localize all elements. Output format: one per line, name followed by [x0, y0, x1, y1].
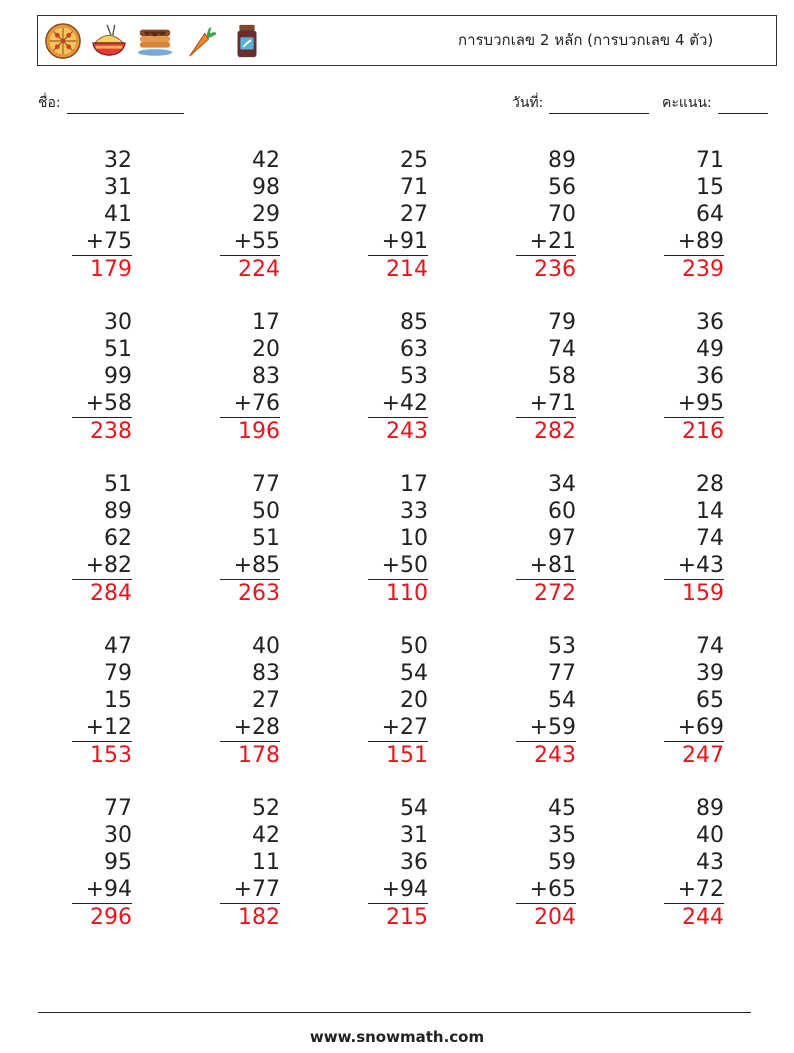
addend-with-plus: +65	[516, 876, 576, 904]
answer: 204	[534, 905, 576, 930]
addend: 51	[104, 337, 132, 362]
addend: 40	[252, 634, 280, 659]
addition-problem	[516, 147, 576, 284]
addition-problem	[72, 471, 132, 608]
addition-problem	[368, 471, 428, 608]
addend-with-plus: +58	[72, 390, 132, 418]
addend: 15	[104, 688, 132, 713]
addend: 54	[400, 661, 428, 686]
answer: 196	[238, 419, 280, 444]
addend: 79	[548, 310, 576, 335]
addition-problem	[516, 795, 576, 932]
date-blank-line	[549, 99, 649, 114]
addend: 59	[548, 850, 576, 875]
addend: 77	[548, 661, 576, 686]
answer: 153	[90, 743, 132, 768]
addend-with-plus: +82	[72, 552, 132, 580]
addend: 35	[548, 823, 576, 848]
addition-problem	[664, 309, 724, 446]
addition-problem	[516, 471, 576, 608]
addend-with-plus: +95	[664, 390, 724, 418]
addend: 27	[400, 202, 428, 227]
addend: 28	[696, 472, 724, 497]
addend: 30	[104, 310, 132, 335]
addend: 97	[548, 526, 576, 551]
addition-problem	[664, 471, 724, 608]
addition-problem	[220, 633, 280, 770]
score-label: คะแนน:	[662, 95, 712, 111]
addend: 98	[252, 175, 280, 200]
name-label: ชื่อ:	[38, 95, 61, 111]
addition-problem	[516, 309, 576, 446]
addend-with-plus: +12	[72, 714, 132, 742]
addend: 29	[252, 202, 280, 227]
addend: 74	[696, 634, 724, 659]
addend: 50	[252, 499, 280, 524]
answer: 244	[682, 905, 724, 930]
addend: 52	[252, 796, 280, 821]
addend: 64	[696, 202, 724, 227]
addend: 27	[252, 688, 280, 713]
addend: 62	[104, 526, 132, 551]
answer: 239	[682, 257, 724, 282]
score-blank-line	[718, 99, 768, 114]
score-field	[662, 92, 768, 114]
name-field	[38, 92, 184, 114]
addition-problem	[368, 147, 428, 284]
date-label: วันที่:	[512, 95, 544, 111]
addend: 47	[104, 634, 132, 659]
addend: 79	[104, 661, 132, 686]
answer: 215	[386, 905, 428, 930]
addend-with-plus: +76	[220, 390, 280, 418]
addend: 31	[104, 175, 132, 200]
answer: 216	[682, 419, 724, 444]
addend: 30	[104, 823, 132, 848]
answer: 159	[682, 581, 724, 606]
addend: 31	[400, 823, 428, 848]
answer: 178	[238, 743, 280, 768]
addend-with-plus: +85	[220, 552, 280, 580]
addend: 32	[104, 148, 132, 173]
addend-with-plus: +28	[220, 714, 280, 742]
addend: 40	[696, 823, 724, 848]
answer: 214	[386, 257, 428, 282]
addend: 60	[548, 499, 576, 524]
addend-with-plus: +43	[664, 552, 724, 580]
addend-with-plus: +77	[220, 876, 280, 904]
addend-with-plus: +71	[516, 390, 576, 418]
addend: 39	[696, 661, 724, 686]
addition-problem	[220, 309, 280, 446]
addition-problem	[220, 471, 280, 608]
addend: 10	[400, 526, 428, 551]
addend: 54	[400, 796, 428, 821]
addend: 95	[104, 850, 132, 875]
jam-jar-icon	[228, 22, 266, 60]
answer: 296	[90, 905, 132, 930]
footer-divider	[38, 1012, 751, 1013]
answer: 243	[534, 743, 576, 768]
answer: 224	[238, 257, 280, 282]
addend: 42	[252, 148, 280, 173]
pancake-icon	[136, 22, 174, 60]
addend-with-plus: +55	[220, 228, 280, 256]
addend: 20	[400, 688, 428, 713]
addend-with-plus: +94	[368, 876, 428, 904]
addend: 70	[548, 202, 576, 227]
addend-with-plus: +50	[368, 552, 428, 580]
addend: 71	[696, 148, 724, 173]
addend: 41	[104, 202, 132, 227]
answer: 263	[238, 581, 280, 606]
addend: 89	[548, 148, 576, 173]
name-blank-line	[67, 99, 184, 114]
addend: 58	[548, 364, 576, 389]
answer: 182	[238, 905, 280, 930]
addend-with-plus: +59	[516, 714, 576, 742]
addend: 25	[400, 148, 428, 173]
addend-with-plus: +69	[664, 714, 724, 742]
answer: 151	[386, 743, 428, 768]
addition-problem	[368, 309, 428, 446]
addend: 74	[696, 526, 724, 551]
addition-problem	[72, 147, 132, 284]
addend: 99	[104, 364, 132, 389]
addend: 77	[252, 472, 280, 497]
addition-problem	[72, 633, 132, 770]
addend: 33	[400, 499, 428, 524]
addend-with-plus: +94	[72, 876, 132, 904]
addend: 34	[548, 472, 576, 497]
addition-problem	[72, 795, 132, 932]
addend: 17	[400, 472, 428, 497]
addition-problem	[664, 633, 724, 770]
footer-site: www.snowmath.com	[309, 1028, 485, 1046]
worksheet-title: การบวกเลข 2 หลัก (การบวกเลข 4 ตัว)	[458, 31, 714, 49]
worksheet-header	[37, 15, 777, 66]
answer: 110	[386, 581, 428, 606]
addend: 49	[696, 337, 724, 362]
addend: 14	[696, 499, 724, 524]
addend-with-plus: +27	[368, 714, 428, 742]
addend: 42	[252, 823, 280, 848]
addend-with-plus: +21	[516, 228, 576, 256]
addend: 36	[400, 850, 428, 875]
addition-problem	[220, 795, 280, 932]
addend: 54	[548, 688, 576, 713]
addend: 63	[400, 337, 428, 362]
addition-problem	[664, 147, 724, 284]
addition-problem	[664, 795, 724, 932]
addend: 50	[400, 634, 428, 659]
pizza-icon	[44, 22, 82, 60]
addend: 89	[696, 796, 724, 821]
answer: 272	[534, 581, 576, 606]
addend: 11	[252, 850, 280, 875]
answer: 284	[90, 581, 132, 606]
addend: 20	[252, 337, 280, 362]
answer: 247	[682, 743, 724, 768]
answer: 179	[90, 257, 132, 282]
addend: 53	[548, 634, 576, 659]
answer: 243	[386, 419, 428, 444]
addend: 89	[104, 499, 132, 524]
addition-problem	[516, 633, 576, 770]
addend-with-plus: +72	[664, 876, 724, 904]
addition-problem	[220, 147, 280, 284]
date-field	[512, 92, 649, 114]
addition-problem	[368, 795, 428, 932]
addend: 51	[104, 472, 132, 497]
addend: 36	[696, 364, 724, 389]
addend: 83	[252, 661, 280, 686]
addend: 15	[696, 175, 724, 200]
addend: 43	[696, 850, 724, 875]
addition-problem	[72, 309, 132, 446]
carrot-icon	[182, 22, 220, 60]
addend: 77	[104, 796, 132, 821]
addend: 17	[252, 310, 280, 335]
answer: 238	[90, 419, 132, 444]
answer: 236	[534, 257, 576, 282]
addend-with-plus: +91	[368, 228, 428, 256]
addend: 74	[548, 337, 576, 362]
header-icons	[44, 22, 266, 60]
addend: 85	[400, 310, 428, 335]
addend: 36	[696, 310, 724, 335]
rice-bowl-icon	[90, 22, 128, 60]
addend-with-plus: +42	[368, 390, 428, 418]
answer: 282	[534, 419, 576, 444]
addend: 65	[696, 688, 724, 713]
addend-with-plus: +75	[72, 228, 132, 256]
addend-with-plus: +89	[664, 228, 724, 256]
addend: 45	[548, 796, 576, 821]
addend-with-plus: +81	[516, 552, 576, 580]
addend: 53	[400, 364, 428, 389]
addend: 71	[400, 175, 428, 200]
addend: 83	[252, 364, 280, 389]
addend: 51	[252, 526, 280, 551]
addition-problem	[368, 633, 428, 770]
addend: 56	[548, 175, 576, 200]
